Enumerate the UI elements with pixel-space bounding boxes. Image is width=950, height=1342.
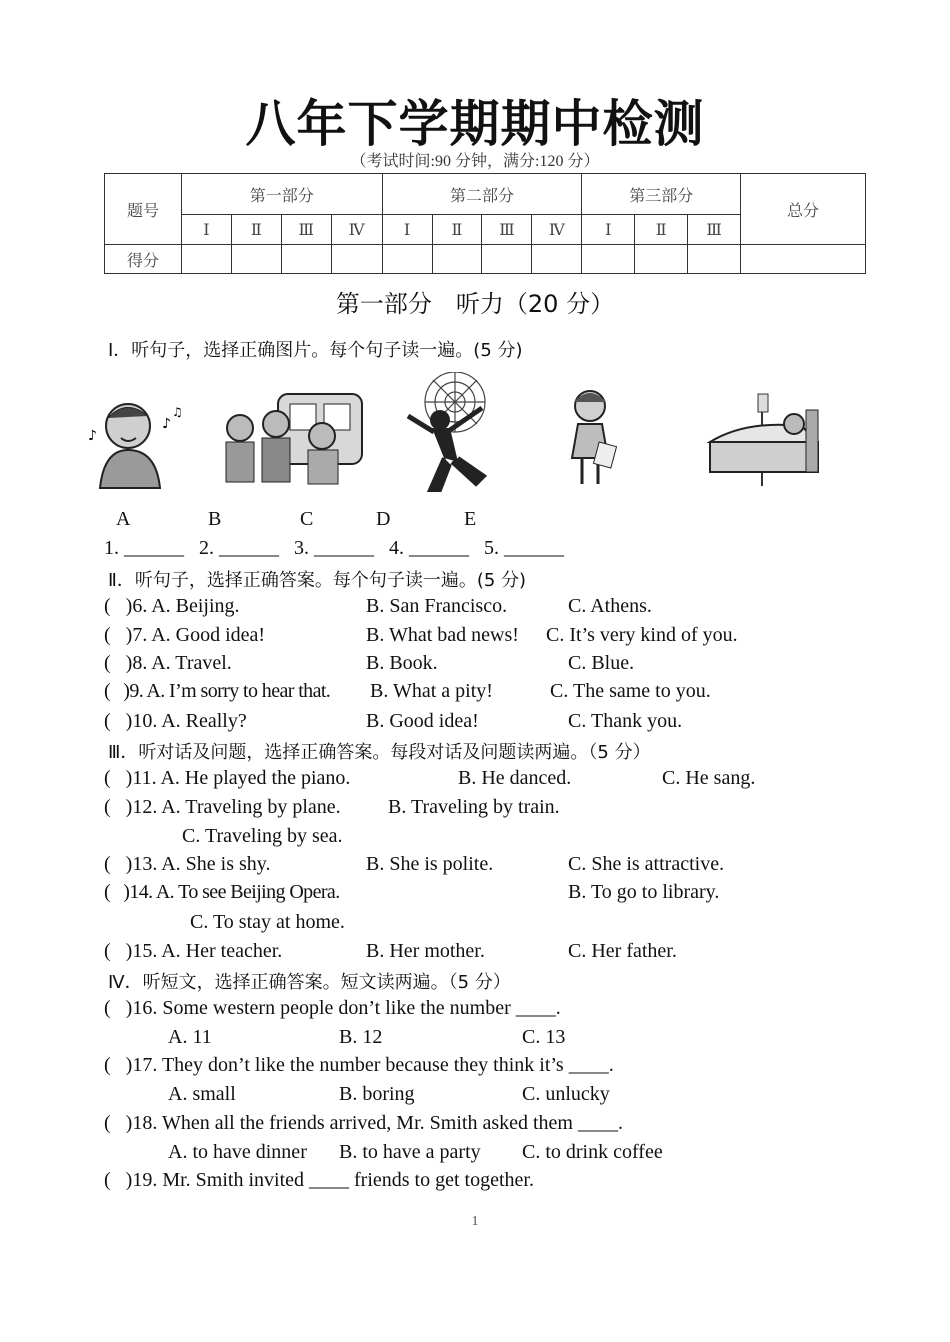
crying-girl-image: [560, 384, 622, 492]
question-9-option-b: B. What a pity!: [370, 680, 493, 702]
question-7-option-b: B. What bad news!: [366, 624, 519, 646]
score-cell[interactable]: [432, 245, 482, 274]
score-cell[interactable]: [482, 245, 532, 274]
col-roman: Ⅲ: [688, 215, 741, 245]
question-6-stem: ( )6. A. Beijing.: [104, 595, 240, 617]
picture-label: E: [464, 508, 477, 530]
col-roman: Ⅰ: [382, 215, 432, 245]
total-score-cell[interactable]: [741, 245, 866, 274]
question-12-option-b: B. Traveling by train.: [388, 796, 560, 818]
col-roman: Ⅱ: [231, 215, 281, 245]
question-16-option-b: B. 12: [339, 1026, 383, 1048]
question-15-option-b: B. Her mother.: [366, 940, 485, 962]
col-roman: Ⅰ: [582, 215, 635, 245]
question-11-stem: ( )11. A. He played the piano.: [104, 767, 351, 789]
svg-text:♫: ♫: [172, 405, 183, 419]
total-header: 总分: [741, 174, 866, 245]
score-cell[interactable]: [532, 245, 582, 274]
row-label-question: 题号: [105, 174, 182, 245]
score-cell[interactable]: [281, 245, 331, 274]
svg-text:♪: ♪: [162, 416, 171, 432]
question-17-stem: ( )17. They don’t like the number because they think it’s ____.: [104, 1054, 614, 1076]
answer-blanks[interactable]: 1. ______ 2. ______ 3. ______ 4. ______ 5. ______: [104, 537, 564, 559]
row-label-score: 得分: [105, 245, 182, 274]
score-cell[interactable]: [688, 245, 741, 274]
picture-label: B: [208, 508, 222, 530]
question-8-option-b: B. Book.: [366, 652, 438, 674]
question-18-option-a: A. to have dinner: [168, 1141, 307, 1163]
question-11-option-b: B. He danced.: [458, 767, 572, 789]
page-title: 八年下学期期中检测: [245, 95, 705, 153]
question-7-option-c: C. It’s very kind of you.: [546, 624, 738, 646]
col-roman: Ⅲ: [281, 215, 331, 245]
part3-header: 第三部分: [582, 174, 741, 215]
bus-fight-image: [218, 388, 366, 492]
question-15-stem: ( )15. A. Her teacher.: [104, 940, 283, 962]
score-table: [104, 173, 866, 274]
question-18-option-c: C. to drink coffee: [522, 1141, 663, 1163]
section-4-heading: Ⅳ．听短文，选择正确答案。短文读两遍。（5 分）: [108, 972, 511, 993]
question-11-option-c: C. He sang.: [662, 767, 756, 789]
part1-header: 第一部分: [181, 174, 382, 215]
col-roman: Ⅱ: [432, 215, 482, 245]
col-roman: Ⅱ: [635, 215, 688, 245]
page-number: 1: [471, 1214, 479, 1229]
question-9-option-c: C. The same to you.: [550, 680, 711, 702]
question-14-stem: ( )14. A. To see Beijing Opera.: [104, 881, 340, 903]
col-roman: Ⅰ: [181, 215, 231, 245]
question-17-option-b: B. boring: [339, 1083, 415, 1105]
col-roman: Ⅳ: [532, 215, 582, 245]
hospital-bed-image: [706, 390, 820, 490]
question-16-stem: ( )16. Some western people don’t like the number ____.: [104, 997, 561, 1019]
score-cell[interactable]: [382, 245, 432, 274]
question-18-stem: ( )18. When all the friends arrived, Mr. Smith asked them ____.: [104, 1112, 623, 1134]
svg-text:♪: ♪: [88, 428, 97, 444]
question-10-stem: ( )10. A. Really?: [104, 710, 247, 732]
question-16-option-a: A. 11: [168, 1026, 212, 1048]
score-cell[interactable]: [181, 245, 231, 274]
question-18-option-b: B. to have a party: [339, 1141, 481, 1163]
question-7-stem: ( )7. A. Good idea!: [104, 624, 266, 646]
section-1-heading: Ⅰ．听句子，选择正确图片。每个句子读一遍。(5 分): [108, 340, 523, 361]
exam-info: （考试时间:90 分钟，满分:120 分）: [350, 153, 600, 170]
section-2-heading: Ⅱ．听句子，选择正确答案。每个句子读一遍。(5 分): [108, 570, 527, 591]
question-10-option-c: C. Thank you.: [568, 710, 683, 732]
section-3-heading: Ⅲ．听对话及问题，选择正确答案。每段对话及问题读两遍。（5 分）: [108, 742, 651, 763]
question-17-option-a: A. small: [168, 1083, 236, 1105]
question-8-option-c: C. Blue.: [568, 652, 635, 674]
question-6-option-b: B. San Francisco.: [366, 595, 508, 617]
picture-label: D: [376, 508, 391, 530]
col-roman: Ⅲ: [482, 215, 532, 245]
part1-title: 第一部分 听力（20 分）: [335, 290, 615, 318]
picture-label: A: [116, 508, 131, 530]
question-10-option-b: B. Good idea!: [366, 710, 479, 732]
question-12-option-c: C. Traveling by sea.: [182, 825, 343, 847]
question-16-option-c: C. 13: [522, 1026, 566, 1048]
question-9-stem: ( )9. A. I’m sorry to hear that.: [104, 680, 331, 702]
score-cell[interactable]: [635, 245, 688, 274]
question-8-stem: ( )8. A. Travel.: [104, 652, 232, 674]
score-cell[interactable]: [331, 245, 382, 274]
score-cell[interactable]: [231, 245, 281, 274]
spider-man-image: [400, 372, 500, 494]
part2-header: 第二部分: [382, 174, 582, 215]
question-19-stem: ( )19. Mr. Smith invited ____ friends to get together.: [104, 1169, 534, 1191]
question-15-option-c: C. Her father.: [568, 940, 677, 962]
question-13-stem: ( )13. A. She is shy.: [104, 853, 271, 875]
singing-boy-image: [86, 388, 186, 493]
score-cell[interactable]: [582, 245, 635, 274]
question-12-stem: ( )12. A. Traveling by plane.: [104, 796, 341, 818]
col-roman: Ⅳ: [331, 215, 382, 245]
question-13-option-b: B. She is polite.: [366, 853, 494, 875]
question-14-option-b: B. To go to library.: [568, 881, 720, 903]
picture-label: C: [300, 508, 314, 530]
question-14-option-c: C. To stay at home.: [190, 911, 345, 933]
question-17-option-c: C. unlucky: [522, 1083, 610, 1105]
question-6-option-c: C. Athens.: [568, 595, 652, 617]
question-13-option-c: C. She is attractive.: [568, 853, 725, 875]
